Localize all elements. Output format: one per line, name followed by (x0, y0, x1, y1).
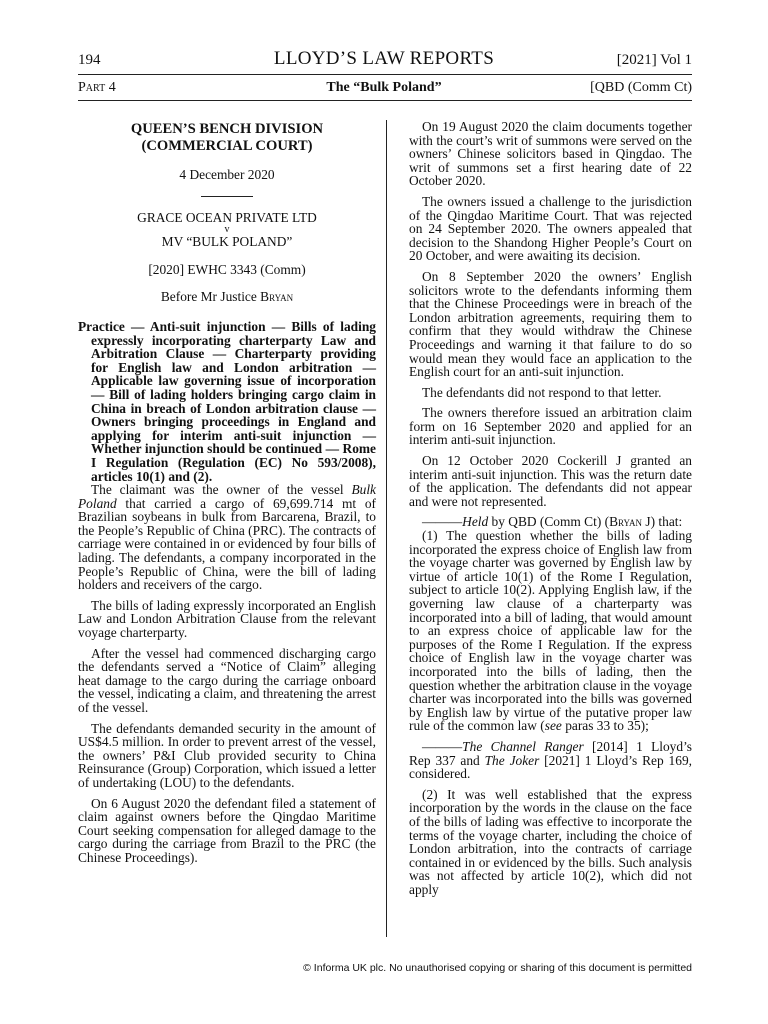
case-name-italic: The Channel Ranger (462, 738, 584, 754)
text-span: The claimant was the owner of the vessel (91, 482, 352, 498)
text-span: by QBD (Comm Ct) ( (488, 514, 610, 530)
claimant-name: GRACE OCEAN PRIVATE LTD (137, 209, 317, 225)
text-span: J) that: (642, 514, 683, 530)
page-number: 194 (78, 52, 101, 68)
case-name-italic: The Joker (484, 752, 540, 768)
headnote-paragraph: The owners therefore issued an arbitration claim form on 16 September 2020 and applied for an interim anti-suit injunction. (409, 405, 692, 448)
copyright-footer: © Informa UK plc. No unauthorised copying or sharing of this document is permitted (303, 962, 692, 974)
judge-name: Bryan (609, 514, 643, 530)
headnote-paragraph: On 6 August 2020 the defendant filed a statement of claim against owners before the Qingdao Maritime Court seeking compensation for alleged damage to the cargo during the carriage from Brazil to the PRC (the Chinese Proceedings). (78, 795, 376, 865)
cases-considered (409, 740, 692, 781)
court-name-line2: (COMMERCIAL COURT) (141, 138, 313, 154)
held-line (409, 515, 692, 529)
journal-title: LLOYD’S LAW REPORTS (273, 48, 495, 69)
headnote-paragraph: On 12 October 2020 Cockerill J granted an interim anti-suit injunction. This was the return date of the application. The defendants did not appear and were not represented. (409, 453, 692, 509)
judge-line (78, 290, 376, 304)
case-name: The “Bulk Poland” (326, 80, 442, 95)
holding-paragraph: (2) It was well established that the express incorporation by the words in the clause on the face of the bills of lading was effective to incorporate the terms of the voyage charter, including the choice of London arbitration, into the contracts of carriage contained in or evidenced by the bills. Such analysis was not affected by article 10(2), which did not apply (409, 786, 692, 897)
headnote-paragraph: The owners issued a challenge to the jurisdiction of the Qingdao Maritime Court. That was rejected on 24 September 2020. The owners appealed that decision to the Shandong Higher People’s Court on 20 October, and were awaiting its decision. (409, 193, 692, 264)
dash: ——— (422, 738, 463, 754)
headnote-paragraph: The defendants did not respond to that letter. (422, 384, 662, 400)
headnote-paragraph: On 19 August 2020 the claim documents together with the court’s writ of summons were served on the owners’ Chinese solicitors based in Qingdao. The writ of summons set a first hearing date of 22 October 2020. (409, 119, 692, 189)
text-span: [2021] 1 Lloyd’s Rep 169, considered. (409, 752, 692, 782)
headnote-paragraph (78, 483, 376, 592)
column-divider (386, 120, 387, 937)
dash: ——— (422, 514, 463, 530)
judge-prefix: Before Mr Justice (160, 289, 257, 305)
see-word: see (544, 718, 562, 734)
left-column (78, 120, 376, 865)
headnote-paragraph: The defendants demanded security in the amount of US$4.5 million. In order to prevent arrest of the vessel, the owners’ P&I Club provided security to China Reinsurance (Group) Corporation, which issued a letter of undertaking (LOU) to the defendants. (78, 720, 376, 790)
judge-name: Bryan (260, 289, 294, 305)
holding-paragraph (409, 529, 692, 733)
headnote-paragraph: On 8 September 2020 the owners’ English solicitors wrote to the defendants informing them that the Chinese Proceedings were in breach of the London arbitration agreements, requiring them to confirm that they would withdraw the Chinese Proceedings and warning it that failure to do so would mean they would face an application to the English court for an anti-suit injunction. (409, 268, 692, 380)
text-span: paras 33 to 35); (561, 718, 649, 734)
subheader-rule (78, 100, 692, 101)
text-span: that carried a cargo of 69,699.714 mt of Brazilian soybeans in bulk from Barcarena, Brazil, to the People’s Republic of China (PRC). The contracts of carriage were contained in or evidenced by four bills of lading. The defendants, a company incorporated in the People’s Republic of China, were the bill of lading holders and receivers of the cargo. (78, 495, 376, 593)
text-span: [2014] 1 Lloyd’s Rep 337 and (409, 738, 693, 768)
catchwords: Practice — Anti-suit injunction — Bills of lading expressly incorporating charterparty Law and Arbitration Clause — Charterparty providing for English law and London arbitration — Applicable law governing issue of incorporation — Bill of lading holders bringing cargo claim in China in breach of London arbitration clause — Owners bringing proceedings in England and applying for interim anti-suit injunction — Whether injunction should be continued — Rome I Regulation (Regulation (EC) No 593/2008), articles 10(1) and (2). (78, 318, 376, 484)
neutral-citation: [2020] EWHC 3343 (Comm) (148, 261, 306, 277)
headnote-paragraph: The bills of lading expressly incorporated an English Law and London Arbitration Clause from the relevant voyage charterparty. (78, 597, 376, 641)
court-label: [QBD (Comm Ct) (590, 80, 692, 95)
volume-label: [2021] Vol 1 (616, 52, 692, 68)
right-column (409, 120, 692, 896)
header-rule (78, 74, 692, 75)
part-number: 4 (108, 80, 116, 95)
court-name (78, 121, 376, 155)
short-divider (201, 196, 253, 197)
versus-label: v (224, 224, 230, 236)
vessel-name: Bulk Poland (78, 482, 376, 511)
held-word: Held (462, 514, 489, 530)
defendant-name: MV “BULK POLAND” (161, 234, 293, 250)
court-name-line1: QUEEN’S BENCH DIVISION (130, 121, 324, 137)
headnote-paragraph: After the vessel had commenced discharging cargo the defendants served a “Notice of Claim” alleging heat damage to the cargo during the carriage onboard the vessel, indicating a claim, and threatening the arrest of the vessel. (78, 645, 376, 715)
judgment-date: 4 December 2020 (179, 167, 275, 182)
part-word: Part (78, 80, 106, 95)
text-span: (1) The question whether the bills of lading incorporated the express choice of English law from the voyage charter was governed by English law by virtue of article 10(1) of the Rome I Regulation, subject to article 10(2). Applying English law, if the governing law clause of a charterparty was incorporated into a bill of lading, that would amount to an express choice of applicable law for the purposes of the Rome I Regulation. If the express choice of English law in the voyage charter was incorporated into the bills of lading, then the question whether the arbitration clause in the voyage charter was incorporated into the bills was governed by English law by virtue of the putative proper law rule of the common law ( (409, 528, 692, 734)
